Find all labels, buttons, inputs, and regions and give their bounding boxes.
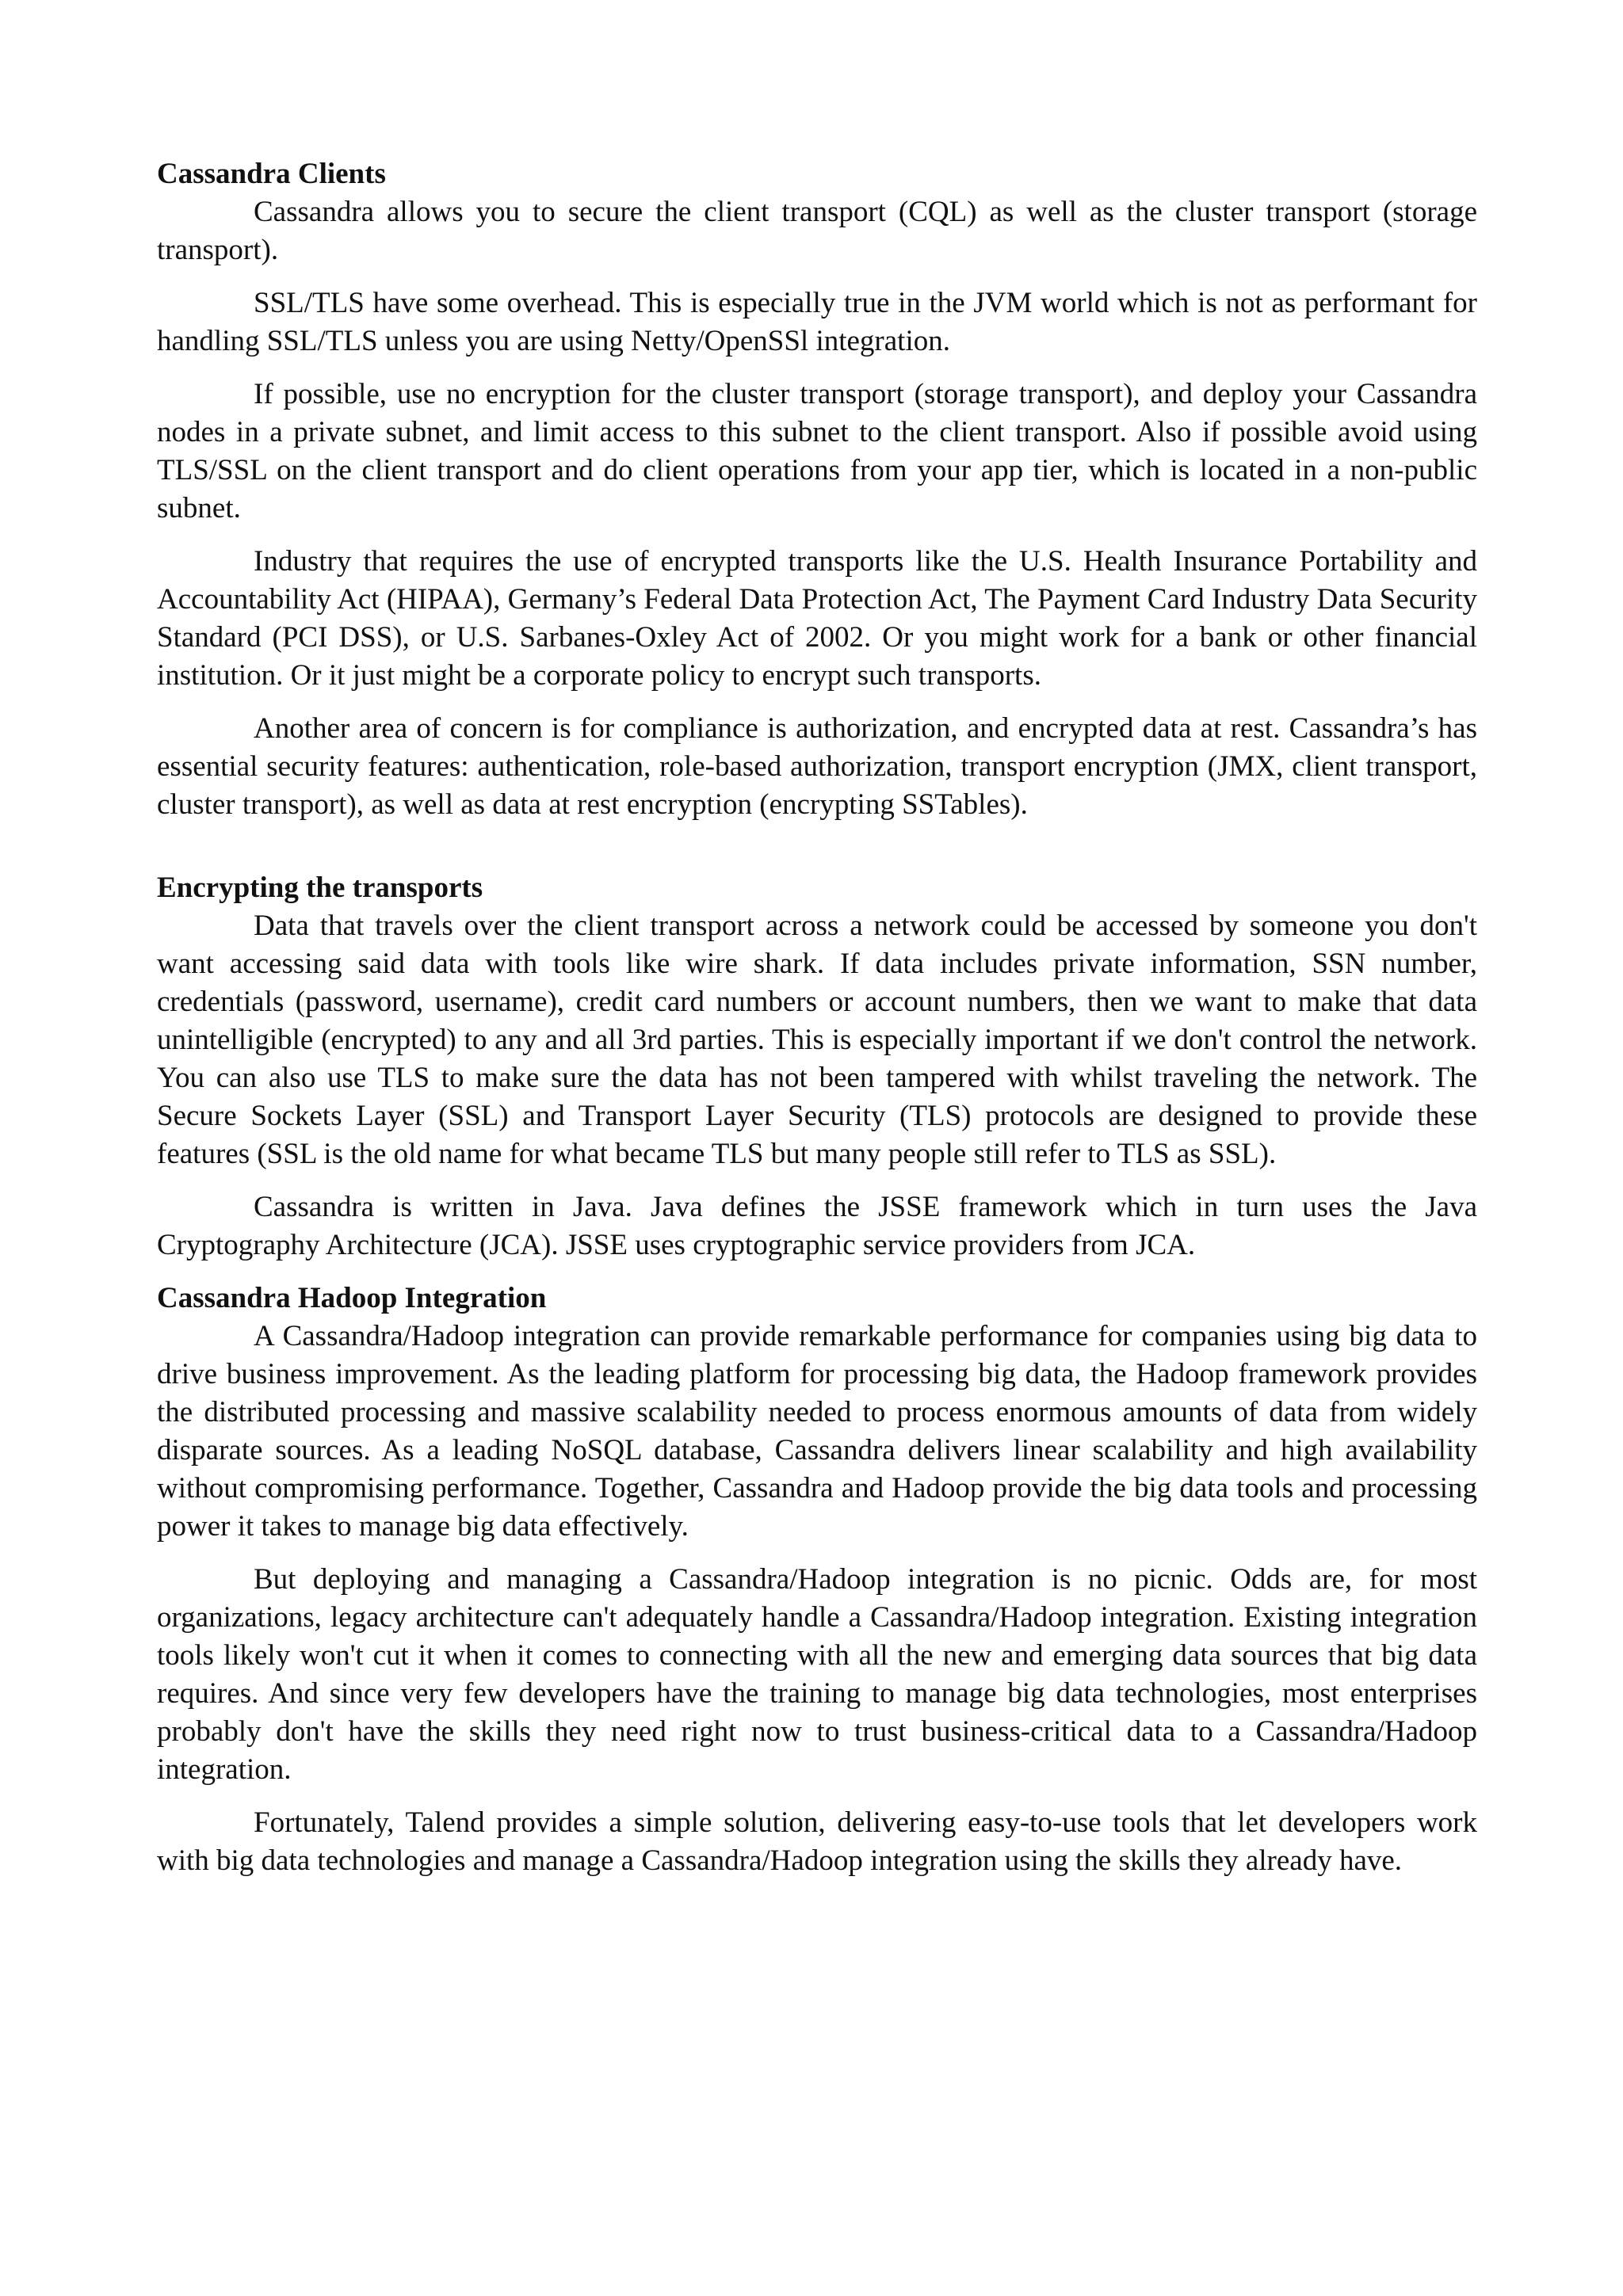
paragraph: Industry that requires the use of encrypted transports like the U.S. Health Insurance Portability and Accountability Act (HIPAA), Germany’s Federal Data Protection Act, The Payment Card Industry Data Security Standard (PCI DSS), or U.S. Sarbanes-Oxley Act of 2002. Or you might work for a bank or other financial institution. Or it just might be a corporate policy to encrypt such transports.	[157, 545, 1477, 692]
section-encrypting-transports	[157, 869, 1477, 1264]
paragraph: SSL/TLS have some overhead. This is especially true in the JVM world which is not as performant for handling SSL/TLS unless you are using Netty/OpenSSl integration.	[157, 287, 1477, 357]
section-heading: Encrypting the transports	[157, 871, 483, 904]
paragraph: But deploying and managing a Cassandra/Hadoop integration is no picnic. Odds are, for most organizations, legacy architecture can't adequately handle a Cassandra/Hadoop integration. Existing integration tools likely won't cut it when it comes to connecting with all the new and emerging data sources that big data requires. And since very few developers have the training to manage big data technologies, most enterprises probably don't have the skills they need right now to trust business-critical data to a Cassandra/Hadoop integration.	[157, 1563, 1477, 1786]
paragraph: Fortunately, Talend provides a simple solution, delivering easy-to-use tools that let developers work with big data technologies and manage a Cassandra/Hadoop integration using the skills they already have.	[157, 1806, 1477, 1877]
section-cassandra-hadoop	[157, 1280, 1477, 1880]
section-heading: Cassandra Hadoop Integration	[157, 1282, 547, 1314]
paragraph: If possible, use no encryption for the cluster transport (storage transport), and deploy your Cassandra nodes in a private subnet, and limit access to this subnet to the client transport. Also if possible avoid using TLS/SSL on the client transport and do client operations from your app tier, which is located in a non-public subnet.	[157, 378, 1477, 524]
document-page	[157, 155, 1477, 1895]
paragraph: Another area of concern is for compliance is authorization, and encrypted data at rest. Cassandra’s has essential security features: authentication, role-based authorization, transport encryption (JMX, client transport, cluster transport), as well as data at rest encryption (encrypting SSTables).	[157, 712, 1477, 821]
section-spacer	[157, 839, 1477, 869]
paragraph: Data that travels over the client transport across a network could be accessed by someone you don't want accessing said data with tools like wire shark. If data includes private information, SSN number, credentials (password, username), credit card numbers or account numbers, then we want to make that data unintelligible (encrypted) to any and all 3rd parties. This is especially important if we don't control the network. You can also use TLS to make sure the data has not been tampered with whilst traveling the network. The Secure Sockets Layer (SSL) and Transport Layer Security (TLS) protocols are designed to provide these features (SSL is the old name for what became TLS but many people still refer to TLS as SSL).	[157, 910, 1477, 1170]
paragraph: Cassandra allows you to secure the client transport (CQL) as well as the cluster transport (storage transport).	[157, 196, 1477, 266]
section-cassandra-clients	[157, 155, 1477, 824]
section-heading: Cassandra Clients	[157, 158, 386, 190]
paragraph: Cassandra is written in Java. Java defines the JSSE framework which in turn uses the Java Cryptography Architecture (JCA). JSSE uses cryptographic service providers from JCA.	[157, 1191, 1477, 1261]
paragraph: A Cassandra/Hadoop integration can provide remarkable performance for companies using big data to drive business improvement. As the leading platform for processing big data, the Hadoop framework provides the distributed processing and massive scalability needed to process enormous amounts of data from widely disparate sources. As a leading NoSQL database, Cassandra delivers linear scalability and high availability without compromising performance. Together, Cassandra and Hadoop provide the big data tools and processing power it takes to manage big data effectively.	[157, 1320, 1477, 1543]
